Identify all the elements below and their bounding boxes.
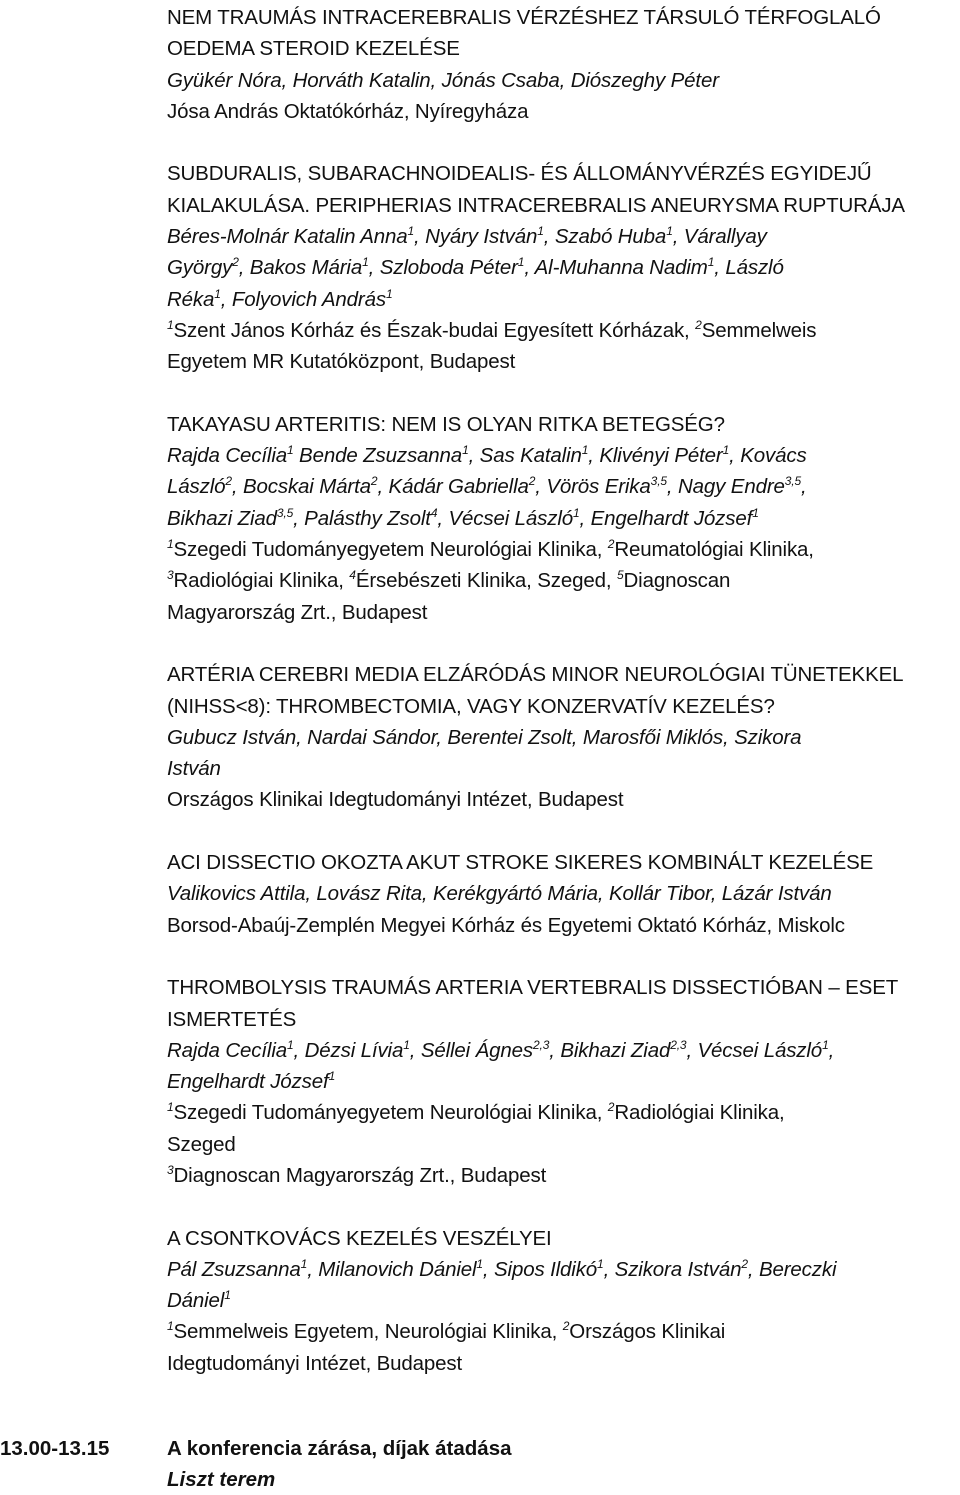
entry-text: THROMBOLYSIS TRAUMÁS ARTERIA VERTEBRALIS DISSECTIÓBAN – ESET [167, 976, 899, 1000]
author-text: , Bakos Mária [238, 256, 363, 280]
affiliation-superscript: 1 [573, 505, 580, 520]
affiliation-superscript: 1 [722, 443, 730, 458]
author-text: , Folyovich András [220, 287, 386, 311]
entry-text: Szegedi Tudományegyetem Neurológiai Klinika, [173, 538, 608, 562]
entry-line [167, 691, 957, 722]
affiliation-superscript: 1 [476, 1256, 483, 1271]
entry-text: Országos Klinikai [569, 1320, 726, 1344]
entry-line [167, 597, 957, 628]
affiliation-superscript: 1 [407, 224, 415, 239]
entry-spacer [167, 941, 957, 972]
entry-line [167, 784, 957, 815]
entry-line [167, 1254, 957, 1285]
entry-line [167, 158, 957, 189]
affiliation-superscript: 5 [616, 568, 624, 583]
entry-line [167, 1097, 957, 1128]
affiliation-superscript: 1 [167, 317, 174, 332]
author-text: , Vörös Erika [535, 475, 651, 499]
affiliation-superscript: 1 [362, 255, 369, 270]
affiliation-superscript: 1 [328, 1069, 336, 1084]
affiliation-superscript: 1 [286, 1037, 294, 1052]
author-text: Rajda Cecília [167, 1038, 287, 1062]
author-text: László [167, 475, 226, 499]
author-text: , Szikora István [603, 1257, 742, 1281]
affiliation-superscript: 1 [167, 1319, 174, 1334]
entry-text: KIALAKULÁSA. PERIPHERIAS INTRACEREBRALIS ANEURYSMA RUPTURÁJA [167, 193, 905, 217]
affiliation-superscript: 1 [385, 286, 393, 301]
author-text: Bende Zsuzsanna [293, 444, 463, 468]
entry-text: Szegedi Tudományegyetem Neurológiai Klinika, [173, 1101, 608, 1125]
abstract-entry [167, 847, 957, 941]
affiliation-superscript: 2 [528, 474, 536, 489]
affiliation-superscript: 1 [167, 537, 174, 552]
affiliation-superscript: 1 [707, 255, 715, 270]
entry-line [167, 1066, 957, 1097]
affiliation-superscript: 1 [666, 224, 673, 239]
author-text: , Vécsei László [437, 506, 573, 530]
affiliation-superscript: 3,5 [276, 505, 294, 520]
author-text: , Nagy Endre [666, 475, 785, 499]
author-text: György [167, 256, 233, 280]
entry-text: Magyarország Zrt., Budapest [167, 600, 428, 624]
entry-line [167, 1316, 957, 1347]
entry-spacer [167, 378, 957, 409]
abstract-entry [167, 972, 957, 1191]
session-place: Liszt terem [167, 1468, 276, 1491]
author-text: , Milanovich Dániel [307, 1257, 477, 1281]
affiliation-superscript: 1 [752, 505, 759, 520]
affiliation-superscript: 1 [517, 255, 525, 270]
affiliation-superscript: 3,5 [784, 474, 801, 489]
entry-text: Radiológiai Klinika, [614, 1101, 785, 1125]
affiliation-superscript: 1 [286, 443, 294, 458]
affiliation-superscript: 2 [695, 317, 702, 332]
entry-text: ARTÉRIA CEREBRI MEDIA ELZÁRÓDÁS MINOR NEUROLÓGIAI TÜNETEKKEL [167, 663, 904, 687]
affiliation-superscript: 3 [167, 1162, 174, 1177]
entry-line [167, 659, 957, 690]
entry-line [167, 1285, 957, 1316]
entry-line [167, 910, 957, 941]
entry-text: Borsod-Abaúj-Zemplén Megyei Kórház és Egyetemi Oktató Kórház, Miskolc [167, 913, 845, 937]
affiliation-superscript: 1 [462, 443, 469, 458]
author-text: , Al-Muhanna Nadim [524, 256, 708, 280]
affiliation-superscript: 1 [224, 1288, 231, 1303]
author-text: , [828, 1038, 835, 1062]
entry-line [167, 534, 957, 565]
author-text: , [801, 475, 807, 499]
abstract-entry [167, 158, 957, 377]
entry-line [167, 252, 957, 283]
author-text: , Szabó Huba [543, 225, 667, 249]
entry-spacer [167, 1191, 957, 1222]
author-text: , Engelhardt József [579, 506, 753, 530]
author-text: , László [714, 256, 784, 280]
affiliation-superscript: 1 [300, 1256, 308, 1271]
entry-text: (NIHSS<8): THROMBECTOMIA, VAGY KONZERVATÍV KEZELÉS? [167, 694, 775, 718]
abstract-entry [167, 2, 957, 127]
entry-line [167, 346, 957, 377]
entry-text: Érsebészeti Klinika, Szeged, [355, 569, 617, 593]
affiliation-superscript: 2 [232, 255, 239, 270]
entry-line [167, 1035, 957, 1066]
entry-line [167, 1129, 957, 1160]
entry-line [167, 33, 957, 64]
affiliation-superscript: 3 [167, 568, 174, 583]
author-text: , Klivényi Péter [588, 444, 723, 468]
affiliation-superscript: 1 [822, 1037, 829, 1052]
author-text: , Bikhazi Ziad [549, 1038, 671, 1062]
affiliation-superscript: 2 [607, 1100, 615, 1115]
entry-line [167, 440, 957, 471]
affiliation-superscript: 2 [607, 537, 615, 552]
entry-line [167, 722, 957, 753]
author-text: Pál Zsuzsanna [167, 1257, 301, 1281]
author-text: Gyükér Nóra, Horváth Katalin, Jónás Csaba, Diószeghy Péter [167, 68, 719, 92]
entry-text: Idegtudományi Intézet, Budapest [167, 1351, 463, 1375]
author-text: , Vécsei László [686, 1038, 823, 1062]
affiliation-superscript: 2 [562, 1319, 570, 1334]
entry-line [167, 503, 957, 534]
affiliation-superscript: 2 [741, 1256, 748, 1271]
entry-text: OEDEMA STEROID KEZELÉSE [167, 37, 460, 61]
author-text: Rajda Cecília [167, 444, 287, 468]
entry-text: Radiológiai Klinika, [173, 569, 350, 593]
affiliation-superscript: 4 [430, 505, 438, 520]
author-text: Valikovics Attila, Lovász Rita, Kerékgyártó Mária, Kollár Tibor, Lázár István [167, 882, 832, 906]
author-text: , Bereczki [747, 1257, 837, 1281]
affiliation-superscript: 1 [167, 1100, 174, 1115]
entry-line [167, 409, 957, 440]
entry-text: SUBDURALIS, SUBARACHNOIDEALIS- ÉS ÁLLOMÁNYVÉRZÉS EGYIDEJŰ [167, 162, 872, 186]
closing-session-row [0, 1433, 960, 1464]
entry-line [167, 847, 957, 878]
entry-line [167, 471, 957, 502]
author-text: Bikhazi Ziad [167, 506, 277, 530]
author-text: , Kádár Gabriella [377, 475, 529, 499]
author-text: , Séllei Ágnes [409, 1038, 534, 1062]
entry-text: Országos Klinikai Idegtudományi Intézet, Budapest [167, 788, 624, 812]
entry-text: Diagnoscan Magyarország Zrt., Budapest [173, 1163, 547, 1187]
entry-line [167, 565, 957, 596]
author-text: Réka [167, 287, 215, 311]
author-text: , Sipos Ildikó [482, 1257, 598, 1281]
author-text: Dániel [167, 1289, 225, 1313]
entry-text: Egyetem MR Kutatóközpont, Budapest [167, 350, 516, 374]
entry-line [167, 65, 957, 96]
closing-session-place-row [0, 1464, 960, 1495]
entry-line [167, 878, 957, 909]
author-text: Engelhardt József [167, 1070, 329, 1094]
affiliation-superscript: 2,3 [533, 1037, 550, 1052]
entry-text: Semmelweis Egyetem, Neurológiai Klinika, [173, 1320, 563, 1344]
entry-line [167, 1160, 957, 1191]
entry-text: Szent János Kórház és Észak-budai Egyesített Kórházak, [173, 318, 696, 342]
entry-spacer [167, 816, 957, 847]
entry-line [167, 96, 957, 127]
closing-session [0, 1433, 960, 1495]
affiliation-superscript: 1 [597, 1256, 604, 1271]
affiliation-superscript: 1 [403, 1037, 410, 1052]
abstract-list [167, 0, 957, 1379]
entry-spacer [167, 628, 957, 659]
entry-line [167, 221, 957, 252]
entry-text: Reumatológiai Klinika, [614, 538, 814, 562]
affiliation-superscript: 1 [581, 443, 589, 458]
affiliation-superscript: 3,5 [650, 474, 667, 489]
author-text: , Palásthy Zsolt [293, 506, 431, 530]
affiliation-superscript: 1 [537, 224, 544, 239]
author-text: Gubucz István, Nardai Sándor, Berentei Zsolt, Marosfői Miklós, Szikora [167, 725, 802, 749]
entry-text: Szeged [167, 1132, 236, 1156]
author-text: , Dézsi Lívia [293, 1038, 404, 1062]
entry-text: Diagnoscan [623, 569, 731, 593]
entry-line [167, 284, 957, 315]
abstract-entry [167, 659, 957, 815]
author-text: István [167, 757, 221, 781]
session-time: 13.00-13.15 [0, 1437, 110, 1460]
session-title: A konferencia zárása, díjak átadása [167, 1437, 512, 1460]
entry-text: TAKAYASU ARTERITIS: NEM IS OLYAN RITKA BETEGSÉG? [167, 412, 725, 436]
entry-line [167, 1223, 957, 1254]
author-text: , Kovács [729, 444, 807, 468]
entry-line [167, 753, 957, 784]
entry-line [167, 1348, 957, 1379]
entry-text: Semmelweis [701, 318, 817, 342]
entry-line [167, 315, 957, 346]
author-text: , Bocskai Márta [231, 475, 371, 499]
affiliation-superscript: 4 [349, 568, 356, 583]
entry-text: Jósa András Oktatókórház, Nyíregyháza [167, 99, 529, 123]
entry-line [167, 972, 957, 1003]
author-text: Béres-Molnár Katalin Anna [167, 225, 408, 249]
abstract-entry [167, 409, 957, 628]
abstract-entry [167, 1223, 957, 1379]
author-text: , Nyáry István [414, 225, 538, 249]
affiliation-superscript: 1 [214, 286, 221, 301]
entry-line [167, 1004, 957, 1035]
author-text: , Várallyay [672, 225, 767, 249]
entry-text: ISMERTETÉS [167, 1007, 297, 1031]
affiliation-superscript: 2 [225, 474, 232, 489]
entry-line [167, 2, 957, 33]
affiliation-superscript: 2,3 [670, 1037, 687, 1052]
author-text: , Sas Katalin [468, 444, 582, 468]
entry-text: A CSONTKOVÁCS KEZELÉS VESZÉLYEI [167, 1226, 552, 1250]
affiliation-superscript: 2 [370, 474, 378, 489]
entry-line [167, 190, 957, 221]
entry-text: ACI DISSECTIO OKOZTA AKUT STROKE SIKERES KOMBINÁLT KEZELÉSE [167, 851, 874, 875]
entry-spacer [167, 127, 957, 158]
entry-text: NEM TRAUMÁS INTRACEREBRALIS VÉRZÉSHEZ TÁRSULÓ TÉRFOGLALÓ [167, 6, 881, 29]
author-text: , Szloboda Péter [368, 256, 518, 280]
